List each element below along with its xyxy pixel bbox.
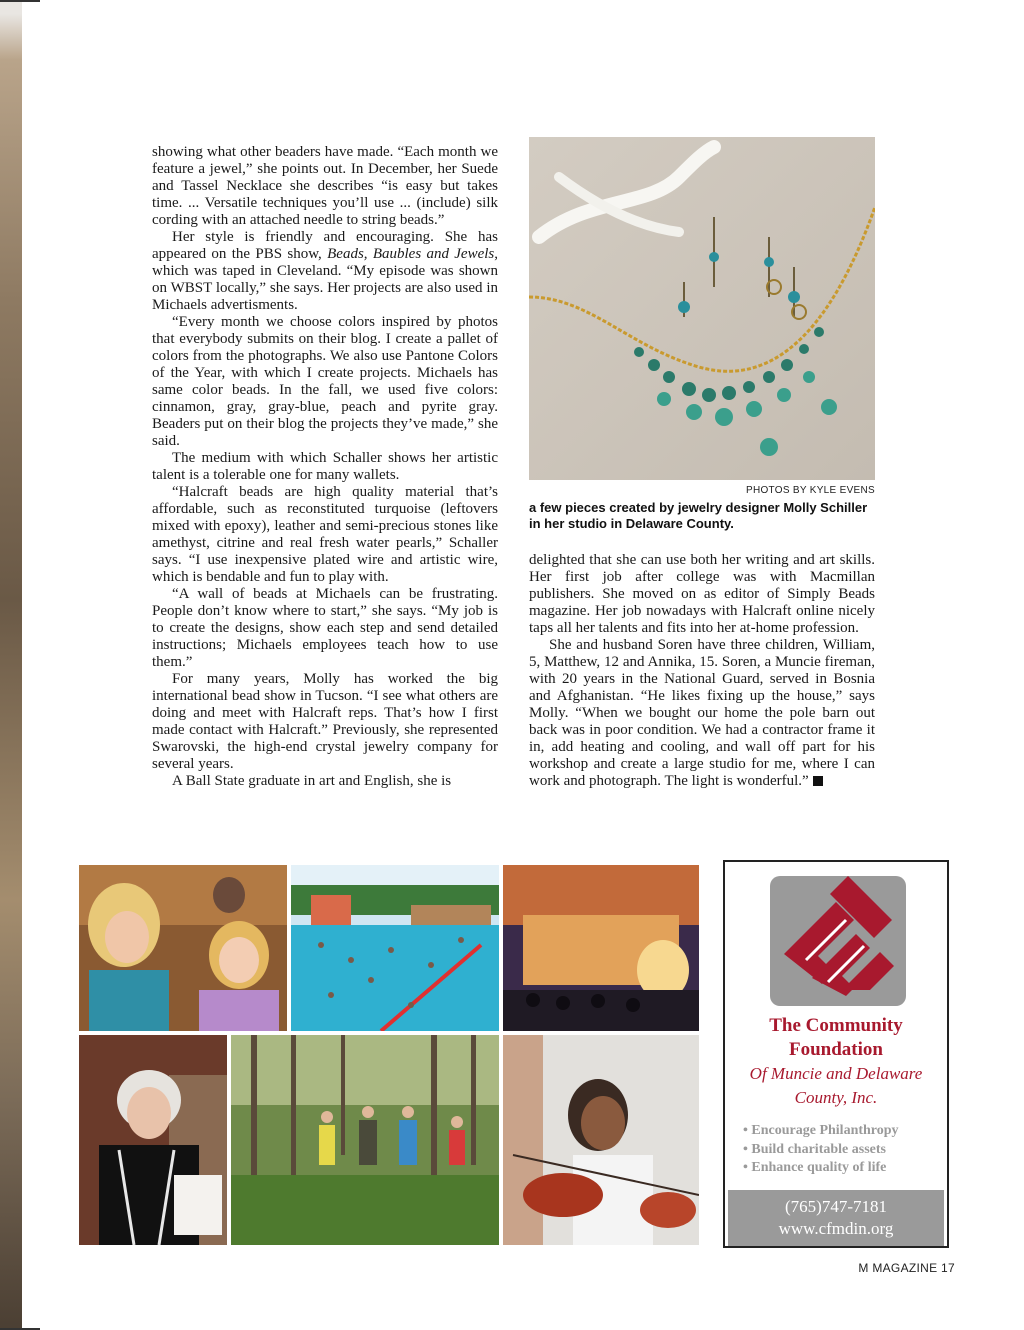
photo-swimming-pool	[291, 865, 499, 1031]
paragraph: delighted that she can use both her writing and art skills. Her first job after college was with Macmillan publishers. She moved on as editor of Simply Beads magazine. Her job nowadays with Halcraft online nicely taps all her talents and fits into her at-home profession.	[529, 552, 875, 636]
photo-caption: a few pieces created by jewelry designer Molly Schiller in her studio in Delaware County.	[529, 500, 868, 531]
phone-number: (765)747-7181	[785, 1197, 887, 1216]
photo-beading-kids	[79, 865, 287, 1031]
paragraph: For many years, Molly has worked the big international bead show in Tucson. “I see what others are doing and meet with Halcraft reps. That’s how I first made contact with Halcraft.” Previously, she represented Swarovski, the high-end crystal jewelry company for several years.	[152, 671, 498, 772]
end-of-story-mark	[813, 776, 823, 786]
paragraph: The medium with which Schaller shows her artistic talent is a tolerable one for many wallets.	[152, 450, 498, 483]
paragraph: Her style is friendly and encouraging. She has appeared on the PBS show, Beads, Baubles and Jewels, which was taped in Cleveland. “My episode was shown on WBST locally,” she says. Her projects are also used in Michaels advertisments.	[152, 229, 499, 313]
paragraph: “Halcraft beads are high quality material that’s affordable, such as reconstituted turquoise (leftovers mixed with epoxy), leather and semi-precious stones like amethyst, citrine and real fresh water pearls,” Schaller says. “I use inexpensive plated wire and artistic wire, which is bendable and fun to play with.	[152, 484, 498, 585]
foundation-goals	[743, 1122, 943, 1178]
website-link[interactable]: www.cfmdin.org	[778, 1219, 894, 1238]
photo-violin-student	[503, 1035, 699, 1245]
list-item: • Build charitable assets	[743, 1141, 886, 1157]
paragraph: “Every month we choose colors inspired by photos that everybody submits on their blog. I create a pallet of colors from the photographs. We also use Pantone Colors of the Year, with which I create projects. Michaels has same color beads. In the fall, we used five colors: cinnamon, gray, gray-blue, peach and pyrite gray. Beaders put on their blog the projects they’ve made,” she said.	[152, 314, 498, 449]
foundation-logo-icon	[770, 876, 906, 1006]
photo-forest-hike	[231, 1035, 499, 1245]
list-item: • Enhance quality of life	[743, 1160, 887, 1175]
foundation-name: The Community Foundation	[769, 1015, 903, 1060]
article-column-right	[529, 552, 875, 790]
facing-page-photo-edge	[0, 0, 22, 1330]
paragraph: showing what other beaders have made. “Each month we feature a jewel,” she points out. In December, her Suede and Tassel Necklace she describes “is easy but takes time. ... Versatile techniques you’ll use ... (include) silk cording with an attached needle to string beads.”	[152, 144, 498, 228]
photo-credit: PHOTOS BY KYLE EVENS	[745, 485, 875, 496]
paragraph: She and husband Soren have three children, William, 5, Matthew, 12 and Annika, 15. Soren, a Muncie fireman, with 20 years in the National Guard, served in Bosnia and Afghanistan. “He likes fixing up the house,” says Molly. “When we bought our home the pole barn out back was in poor condition. We had a contractor frame it in, add heating and cooling, and wall off part for his workshop and create a large studio for me, where I can work and photograph. The light is wonderful.”	[529, 637, 875, 789]
show-title: Beads, Baubles and Jewels	[327, 246, 495, 262]
crop-mark	[0, 0, 40, 2]
photo-elderly-woman	[79, 1035, 227, 1245]
paragraph: “A wall of beads at Michaels can be frustrating. People don’t know where to start,” she says. “My job is to create the designs, show each step and send detailed instructions; Michaels employees teach how to use them.”	[152, 586, 498, 670]
article-column-left	[152, 144, 498, 790]
community-foundation-ad	[723, 860, 949, 1248]
contact-bar	[728, 1190, 944, 1246]
foundation-subtitle: Of Muncie and Delaware County, Inc.	[749, 1064, 923, 1107]
page-folio: M MAGAZINE 17	[858, 1261, 955, 1275]
list-item: • Encourage Philanthropy	[743, 1123, 899, 1138]
jewelry-photo	[529, 137, 875, 480]
paragraph: A Ball State graduate in art and English, she is	[172, 773, 452, 789]
photo-outdoor-concert	[503, 865, 699, 1031]
